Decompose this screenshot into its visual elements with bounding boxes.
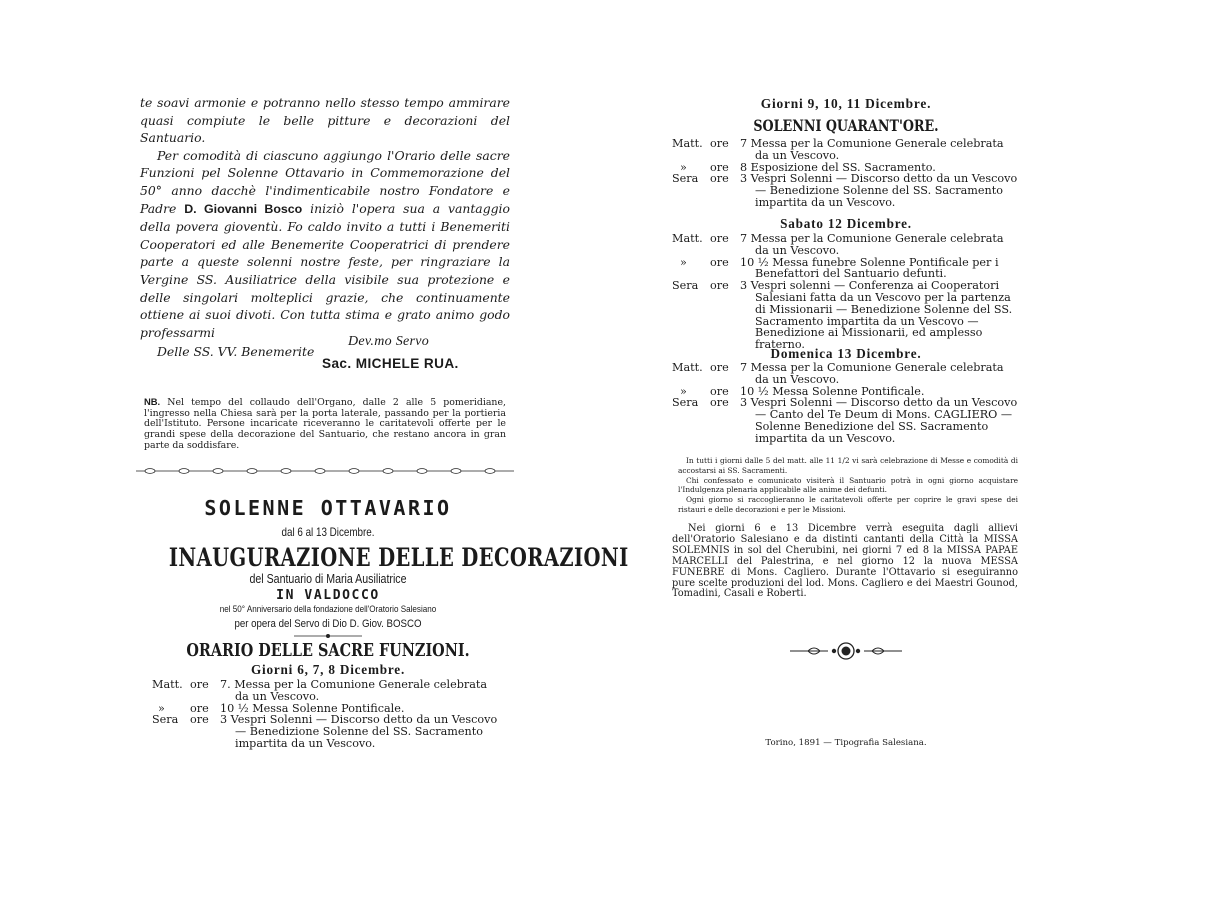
schedule-ore: ore xyxy=(710,384,729,398)
schedule-text: 3 Vespri Solenni — Discorso detto da un Vescovo — Benedizione Solenne del SS. Sacramento impartita da un Vescovo. xyxy=(220,713,498,750)
schedule-period: Sera xyxy=(672,279,699,293)
schedule-period: Sera xyxy=(672,172,699,186)
schedule-ore: ore xyxy=(710,137,729,150)
schedule-period: » xyxy=(680,160,687,174)
schedule-text: 8 Esposizione del SS. Sacramento. xyxy=(740,160,936,174)
schedule-ore: ore xyxy=(710,160,729,174)
schedule-row xyxy=(152,679,498,703)
schedule-text: 7. Messa per la Comunione Generale celebrata da un Vescovo. xyxy=(220,678,488,703)
title-dates: dal 6 al 13 Dicembre. xyxy=(281,525,375,539)
schedule-row xyxy=(672,362,1018,386)
title-valdocco: IN VALDOCCO xyxy=(276,588,380,603)
schedule-period: Matt. xyxy=(672,232,703,245)
letter-paragraph-2-start: Per comodità di ciascuno aggiungo l'Orario delle sacre Funzioni pel Solenne Ottavario in Commemorazione del 50° anno dacchè l'indimenticabile nostro Fondatore e Padre xyxy=(140,147,510,216)
schedule-12 xyxy=(672,233,1018,351)
letter-paragraph-1: te soavi armonie e potranno nello stesso tempo ammirare quasi compiute le belle pitture e decorazioni del Santuario. xyxy=(140,95,510,146)
schedule-6-8 xyxy=(152,679,498,750)
right-page xyxy=(660,72,1032,772)
heading-giorni-9-11: Giorni 9, 10, 11 Dicembre. xyxy=(760,96,932,111)
signature-name: Sac. MICHELE RUA. xyxy=(322,356,459,371)
note-indulgence: Chi confessato e comunicato visiterà il Santuario potrà in ogni giorno acquistare l'Indulgenza plenaria applicabile alle anime dei defunti. xyxy=(678,475,1018,495)
schedule-text: 3 Vespri Solenni — Discorso detto da un Vescovo — Canto del Te Deum di Mons. CAGLIERO — Solenne Benedizione del SS. Sacramento impartita da un Vescovo. xyxy=(740,396,1018,445)
schedule-period: Matt. xyxy=(152,678,183,691)
heading-sabato: Sabato 12 Dicembre. xyxy=(780,216,912,231)
letter-body xyxy=(140,94,510,361)
small-rule-ornament xyxy=(294,632,362,640)
title-ottavario: SOLENNE OTTAVARIO xyxy=(204,496,452,520)
heading-domenica: Domenica 13 Dicembre. xyxy=(770,346,922,361)
schedule-period: Sera xyxy=(672,396,699,410)
schedule-row xyxy=(672,257,1018,281)
schedule-ore: ore xyxy=(710,255,729,269)
title-inaugurazione: INAUGURAZIONE DELLE DECORAZIONI xyxy=(168,543,629,572)
title-anniversary: nel 50° Anniversario della fondazione dell'Oratorio Salesiano xyxy=(219,604,437,614)
note-masses: In tutti i giorni dalle 5 del matt. alle 11 1/2 vi sarà celebrazione di Messe e comodità di accostarsi ai SS. Sacramenti. xyxy=(678,456,1018,475)
schedule-ore: ore xyxy=(190,678,209,691)
schedule-text: 3 Vespri solenni — Conferenza ai Cooperatori Salesiani fatta da un Vescovo per la partenza di Missionarii — Benedizione Solenne del SS. Sacramento impartita da un Vescovo — Benedizione ai Missionarii, ed amplesso fraterno. xyxy=(740,279,1013,352)
schedule-9-11 xyxy=(672,138,1018,209)
signature-servant: Dev.mo Servo xyxy=(348,334,430,349)
schedule-ore: ore xyxy=(710,172,729,186)
nb-text: Nel tempo del collaudo dell'Organo, dalle 2 alle 5 pomeridiane, l'ingresso nella Chiesa sarà per la porta laterale, passando per la portieria dell'Istituto. Persone incaricate riceveranno le caritatevoli offerte per le grandi spese della decorazione del Santuario, che restano ancora in gran parte da soddisfare. xyxy=(144,397,506,451)
letter-paragraph-2-end: iniziò l'opera sua a vantaggio della povera gioventù. Fo caldo invito a tutti i Benemeriti Cooperatori ed alle Benemerite Cooperatrici di prendere parte a queste solenni nostre feste, per ringraziare la Vergine SS. Ausiliatrice della visibile sua protezione e delle singolari molteplici grazie, che continuamente ottiene ai suoi divoti. Con tutta stima e grato animo godo professarmi xyxy=(140,200,510,340)
schedule-period: » xyxy=(680,384,687,398)
title-santuario: del Santuario di Maria Ausiliatrice xyxy=(249,572,407,586)
schedule-row xyxy=(672,138,1018,162)
schedule-row xyxy=(672,397,1018,444)
letter-closing: Delle SS. VV. Benemerite xyxy=(157,344,315,360)
letter-paragraph-2 xyxy=(140,147,510,342)
heading-giorni-6-8: Giorni 6, 7, 8 Dicembre. xyxy=(250,662,406,677)
schedule-text: 10 ½ Messa funebre Solenne Pontificale per i Benefattori del Santuario defunti. xyxy=(740,255,999,281)
note-offerings: Ogni giorno si raccoglieranno le caritatevoli offerte per coprire le gravi spese dei ristauri e delle decorazioni e per le Missioni. xyxy=(678,495,1018,514)
fleuron-ornament xyxy=(788,640,904,662)
schedule-period: Matt. xyxy=(672,137,703,150)
schedule-row xyxy=(152,714,498,749)
title-orario: ORARIO DELLE SACRE FUNZIONI. xyxy=(186,640,470,661)
nb-label: NB. xyxy=(144,396,161,407)
heading-quarantore: SOLENNI QUARANT'ORE. xyxy=(753,116,939,135)
music-paragraph: Nei giorni 6 e 13 Dicembre verrà eseguita dagli allievi dell'Oratorio Salesiano e da distinti cantanti della Città la MISSA SOLEMNIS in sol del Cherubini, nei giorni 7 ed 8 la MISSA PAPAE MARCELLI del Palestrina, e nel giorno 12 la nuova MESSA FUNEBRE di Mons. Cagliero. Durante l'Ottavario si eseguiranno pure scelte produzioni del lod. Mons. Cagliero e dei Maestri Gounod, Tomadini, Casali e Roberti. xyxy=(672,523,1018,600)
schedule-13 xyxy=(672,362,1018,445)
schedule-text: 7 Messa per la Comunione Generale celebrata da un Vescovo. xyxy=(740,361,1004,386)
schedule-row xyxy=(672,233,1018,257)
schedule-text: 7 Messa per la Comunione Generale celebrata da un Vescovo. xyxy=(740,232,1004,257)
schedule-period: Matt. xyxy=(672,361,703,374)
left-page xyxy=(124,72,629,772)
schedule-text: 3 Vespri Solenni — Discorso detto da un Vescovo — Benedizione Solenne del SS. Sacramento impartita da un Vescovo. xyxy=(740,172,1018,209)
schedule-row xyxy=(672,280,1018,351)
schedule-ore: ore xyxy=(710,361,729,374)
schedule-ore: ore xyxy=(710,232,729,245)
schedule-ore: ore xyxy=(190,701,209,715)
notes-block xyxy=(678,456,1018,515)
schedule-ore: ore xyxy=(710,279,729,293)
nb-note xyxy=(144,397,506,452)
decorative-border-ornament xyxy=(136,466,514,476)
schedule-period: » xyxy=(680,255,687,269)
schedule-row xyxy=(672,173,1018,208)
schedule-text: 7 Messa per la Comunione Generale celebrata da un Vescovo. xyxy=(740,137,1004,162)
schedule-period: Sera xyxy=(152,713,179,727)
title-opera: per opera del Servo di Dio D. Giov. BOSCO xyxy=(234,618,422,630)
schedule-period: » xyxy=(158,701,165,715)
schedule-ore: ore xyxy=(190,713,209,727)
schedule-text: 10 ½ Messa Solenne Pontificale. xyxy=(740,384,925,398)
founder-name: D. Giovanni Bosco xyxy=(184,201,303,216)
printer-footer: Torino, 1891 — Tipografia Salesiana. xyxy=(765,738,927,748)
schedule-ore: ore xyxy=(710,396,729,410)
schedule-text: 10 ½ Messa Solenne Pontificale. xyxy=(220,701,405,715)
